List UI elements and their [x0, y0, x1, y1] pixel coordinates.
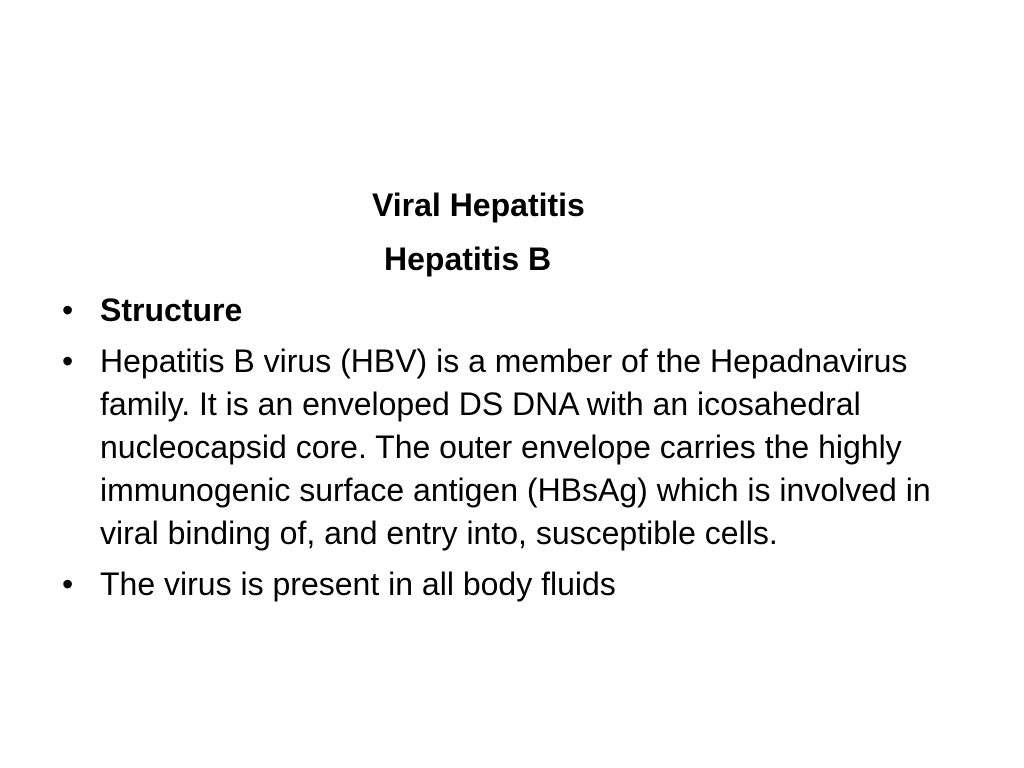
- bullet-text: The virus is present in all body fluids: [100, 566, 616, 602]
- bullet-list: [62, 289, 982, 614]
- slide-subtitle: Hepatitis B: [384, 241, 552, 277]
- bullet-heading: Structure: [100, 292, 243, 328]
- bullet-text: Hepatitis B virus (HBV) is a member of the Hepadnavirus family. It is an enveloped DS DNA with an icosahedral nucleocapsid core. The outer envelope carries the highly immunogenic surface antigen (HBsAg) which is involved in viral binding of, and entry into, susceptible cells.: [100, 343, 931, 551]
- bullet-icon: •: [62, 566, 74, 602]
- bullet-item-structure: [62, 289, 982, 332]
- slide-title: Viral Hepatitis: [372, 187, 585, 223]
- bullet-icon: •: [62, 343, 74, 379]
- bullet-item-description: [62, 340, 982, 555]
- bullet-item-body-fluids: [62, 563, 982, 606]
- bullet-icon: •: [62, 292, 74, 328]
